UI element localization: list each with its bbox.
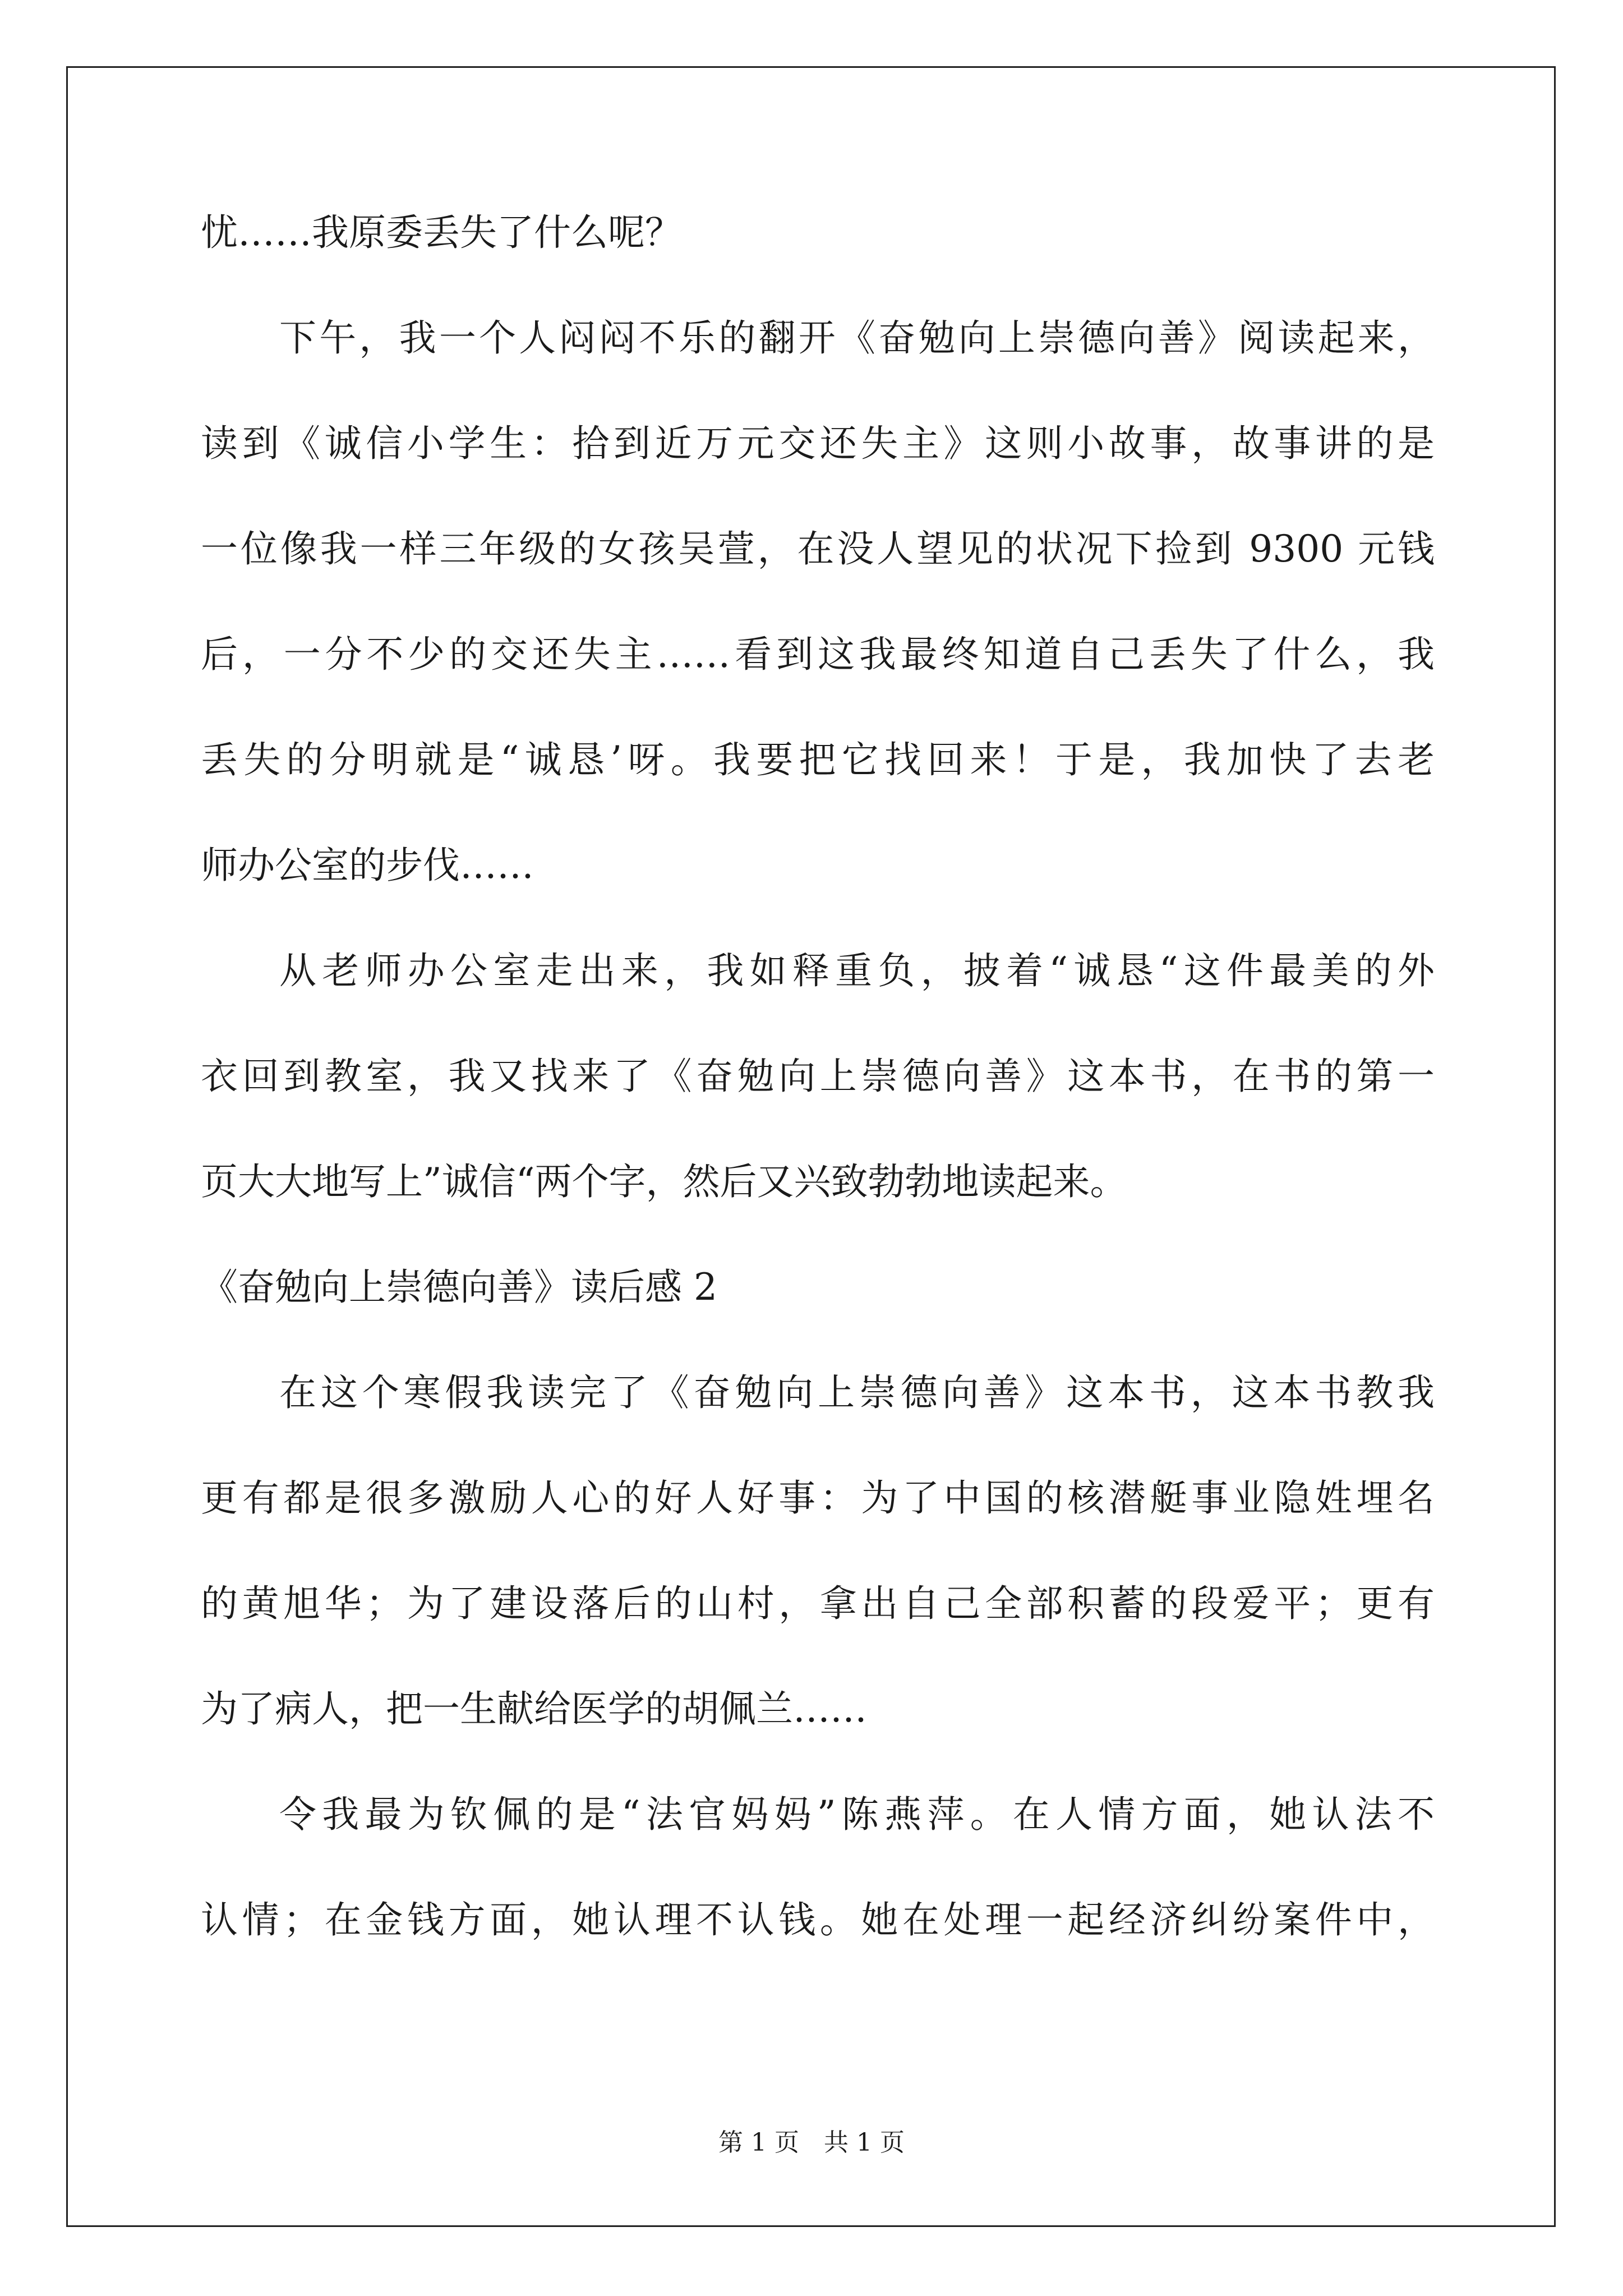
text-line: 后，一分不少的交还失主……看到这我最终知道自己丢失了什么，我 — [201, 633, 1435, 676]
paragraph-start-line: 下午，我一个人闷闷不乐的翻开《奋勉向上崇德向善》阅读起来， — [279, 316, 1435, 360]
text-line: 师办公室的步伐…… — [201, 844, 534, 887]
text-line: 忧……我原委丢失了什么呢？ — [201, 211, 682, 254]
page-footer: 第 1 页 共 1 页 — [718, 2128, 905, 2157]
text-line: 页大大地写上”诚信“两个字，然后又兴致勃勃地读起来。 — [201, 1160, 1127, 1203]
text-line: 认情；在金钱方面，她认理不认钱。她在处理一起经济纠纷案件中， — [201, 1898, 1435, 1941]
paragraph-start-line: 在这个寒假我读完了《奋勉向上崇德向善》这本书，这本书教我 — [279, 1371, 1435, 1414]
text-line: 一位像我一样三年级的女孩吴萱，在没人望见的状况下捡到 9300 元钱 — [201, 527, 1435, 570]
paragraph-start-line: 令我最为钦佩的是“法官妈妈”陈燕萍。在人情方面，她认法不 — [279, 1793, 1435, 1836]
document-body — [201, 213, 1435, 2006]
text-line: 为了病人，把一生献给医学的胡佩兰…… — [201, 1687, 867, 1731]
text-line: 的黄旭华；为了建设落后的山村，拿出自己全部积蓄的段爱平；更有 — [201, 1582, 1435, 1625]
text-line: 丢失的分明就是“诚恳’呀。我要把它找回来！于是，我加快了去老 — [201, 738, 1435, 781]
text-line: 衣回到教室，我又找来了《奋勉向上崇德向善》这本书，在书的第一 — [201, 1055, 1435, 1098]
text-line: 更有都是很多激励人心的好人好事：为了中国的核潜艇事业隐姓埋名 — [201, 1476, 1435, 1520]
paragraph-start-line: 从老师办公室走出来，我如释重负，披着“诚恳“这件最美的外 — [279, 949, 1435, 992]
section-heading: 《奋勉向上崇德向善》读后感 2 — [201, 1266, 717, 1309]
text-line: 读到《诚信小学生：拾到近万元交还失主》这则小故事，故事讲的是 — [201, 422, 1435, 465]
